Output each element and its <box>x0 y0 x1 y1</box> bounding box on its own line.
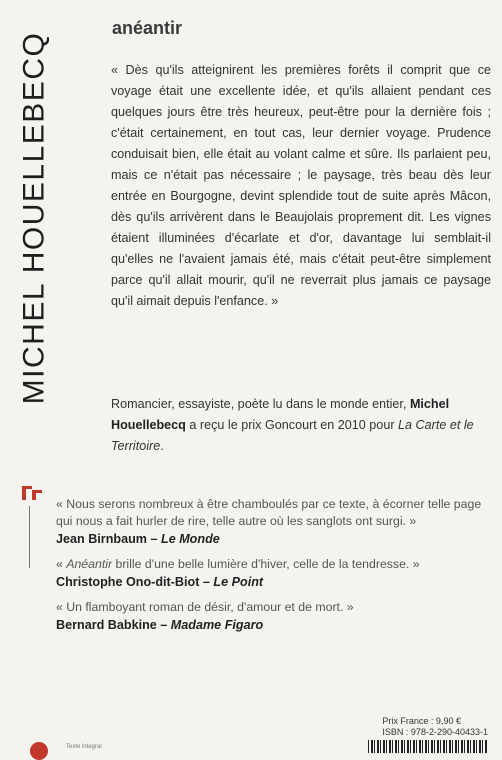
quote-item <box>56 599 486 634</box>
quote-attribution: Christophe Ono-dit-Biot – Le Point <box>56 575 264 589</box>
press-quotes <box>56 496 486 642</box>
barcode-icon <box>368 740 488 753</box>
divider-line <box>29 506 30 568</box>
bio-middle: a reçu le prix Goncourt en 2010 pour <box>185 418 399 432</box>
author-vertical-text: MICHEL HOUELLEBECQ <box>17 31 50 405</box>
bio-intro: Romancier, essayiste, poète lu dans le monde entier, <box>111 397 407 411</box>
bio-author-name: Michel Houellebecq <box>111 397 450 432</box>
quote-attribution: Bernard Babkine – Madame Figaro <box>56 618 264 632</box>
quote-attribution: Jean Birnbaum – Le Monde <box>56 532 220 546</box>
bio-book: La Carte et le Territoire <box>111 418 474 453</box>
price-block <box>382 716 488 738</box>
isbn-text: ISBN : 978-2-290-40433-1 <box>382 727 488 737</box>
bio-end: . <box>160 439 164 453</box>
quote-text: « Un flamboyant roman de désir, d'amour et de mort. » <box>56 600 354 614</box>
collection-logo-icon <box>30 742 48 760</box>
quote-text: « Nous serons nombreux à être chamboulés par ce texte, à écorner telle page qui nous a fait hurler de rire, telle autre où les sanglots ont surgi. » <box>56 497 482 528</box>
book-excerpt <box>111 60 491 312</box>
publisher-logo-icon <box>22 486 42 500</box>
book-title: anéantir <box>112 18 183 38</box>
author-bio <box>111 394 491 457</box>
footer-text: Texte intégral <box>66 744 102 750</box>
spine-author-name <box>10 18 58 418</box>
excerpt-text: « Dès qu'ils atteignirent les premières forêts il comprit que ce voyage était une excellente idée, et qu'ils allaient pendant ces quelques jours être très heureux, peut-être pour la dernière fois ; c'était certainement, en tout cas, leur dernier voyage. Prudence conduisait bien, elle était au volant calme et sûre. Ils parlaient peu, mais ce n'était pas nécessaire ; le paysage, très beau dès leur entrée en Bourgogne, devint splendide tout de suite après Mâcon, dès qu'ils arrivèrent dans le Beaujolais proprement dit. Les vignes étaient illuminées d'écarlate et d'or, davantage lui semblait-il qu'elles ne l'avaient jamais été, mais c'était peut-être simplement parce qu'il allait mourir, qu'il ne reverrait plus jamais ce paysage qu'il aimait depuis l'enfance. » <box>111 63 491 308</box>
price-text: Prix France : 9,90 € <box>382 716 461 726</box>
quote-item <box>56 556 486 591</box>
quote-text: « Anéantir brille d'une belle lumière d'hiver, celle de la tendresse. » <box>56 557 420 571</box>
quote-item <box>56 496 486 548</box>
